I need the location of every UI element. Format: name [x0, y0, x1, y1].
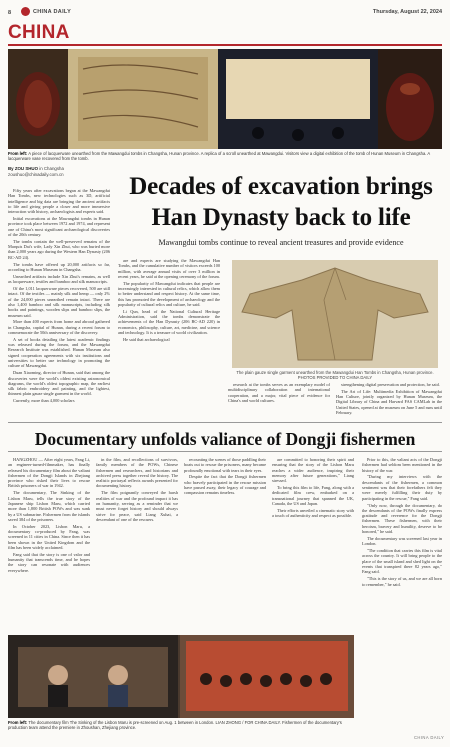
paragraph: HANGZHOU — After eight years, Fang Li, an engineer-turned-filmmaker, has finally released his documentary film about the valiant fishermen of the Dongji Islands in Zhejiang province who risked their lives to rescue British prisoners of war in 1942. — [8, 457, 90, 489]
article-divider-bottom — [8, 451, 442, 452]
byline-email: zoushuo@chinadaily.com.cn — [8, 171, 64, 177]
inner-caption-credit: PHOTOS PROVIDED TO CHINA DAILY — [297, 375, 373, 381]
paragraph: in the film, and recollections of survivors, family members of the POWs, Chinese fishermen and researchers, and historians and archived press together reveal the history. The realistic portrayal reflects awards presented for documenting history. — [96, 457, 178, 489]
documentary-photo-caption — [8, 720, 354, 730]
paragraph: Currently, more than 4,000 scholars — [13, 398, 75, 404]
article2-column-3 — [184, 457, 266, 633]
paragraph: Despite the fact that the Dongji fishermen who bravely participated in the rescue mission have passed away, their legacy of courage and compassion remains timeless. — [184, 474, 266, 496]
paper-name: CHINA DAILY — [33, 9, 72, 15]
page-number: 8 — [8, 10, 12, 16]
paragraph: The tombs have offered up 20,000 artifacts so far, according to Hunan Museum in Changsha. — [8, 261, 110, 272]
article-headline: Decades of excavation brings Han Dynasty back to life — [129, 173, 433, 231]
byline-place: in Changsha — [39, 166, 64, 171]
article2-headline: Documentary unfolds valiance of Dongji fishermen — [34, 429, 416, 449]
paragraph: "Only now, through the documentary, do the descendants of the POWs finally express gratitude and reverence for the Dongji fishermen. These fishermen, with their heroism, bravery and humility, deserve to be honored," he said. — [362, 502, 442, 535]
paragraph: Fang said that the story is one of valor and humanity that transcends time, and he hopes the story can resonate with audiences everywhere. — [8, 551, 90, 573]
documentary-photo-strip — [8, 635, 354, 718]
paragraph: Their efforts unveiled a cinematic story with a touch of authenticity and respect as possible. — [272, 507, 354, 519]
paragraph: research at the tombs serves as an exemplary model of multidisciplinary collaboration and international cooperation, and a major, vital piece of evidence for China's and world cultures. — [228, 382, 330, 403]
paragraph: recounting the scenes of those paddling their boats out to rescue the prisoners, many became profoundly emotional with tears in their eyes. — [184, 457, 266, 473]
paragraph: The documentary was screened last year in London. — [362, 535, 442, 547]
paragraph: Fifty years after excavations began at the Mawangdui Han Tombs, new technologies such as 3D, artificial intelligence and big data are bringing the ancient artifacts to life and giving people a closer and more immersive interaction with history, archaeologists and experts said. — [8, 188, 110, 215]
section-rule — [8, 44, 442, 46]
paragraph: A set of books detailing the latest academic findings was released during the forum, and the Mawangdui Research Institute was established. Hunan Museum also signed cooperation agreements with six institutions and universities to better use technology in promoting the culture of Mawangdui. — [8, 336, 110, 369]
byline-name: By ZOU SHUO — [8, 166, 39, 171]
paragraph: Li Qun, head of the National Cultural Heritage Administration, said the tombs demonstrate the achievements of the Han Dynasty (206 BC-AD 220) in economics, philosophy, culture, art, medicine, and science and technology. It is a treasure of world civilization. — [118, 308, 220, 336]
caption-label: From left: — [8, 720, 28, 725]
inner-caption-text: The plain gauze single garment unearthed from the Mawangdui Han Tombs in Changsha, Hunan province. — [236, 370, 434, 375]
byline — [8, 166, 118, 177]
article-divider-top — [8, 422, 442, 423]
article2-column-4 — [272, 457, 354, 633]
paragraph: Unearthed artifacts include Xin Zhui's remains, as well as lacquerware, textiles and bamboo and silk manuscripts. — [8, 273, 110, 285]
section-title: CHINA — [8, 22, 70, 43]
issue-date: Thursday, August 22, 2024 — [372, 9, 442, 15]
paragraph: The popularity of Mawangdui indicates that people are increasingly interested in cultural relics, which allow them to better understand and respect history. At the same time, this has promoted the development of archaeology and the popularity of cultural relics and culture, he said. — [118, 280, 220, 307]
top-photo-caption — [8, 151, 442, 161]
paragraph — [336, 417, 442, 418]
paragraph: are and experts are studying the Mawangdui Han Tombs, and the cumulative number of visitors exceeds 100 million, with average annual visits of over 3 million in recent years, he said at the opening ceremony of the forum. — [118, 258, 220, 279]
article2-column-2 — [96, 457, 178, 633]
paragraph: Prior to this, the valiant acts of the Dongji fishermen had seldom been mentioned in the history of the war. — [362, 457, 442, 473]
article1-column-4 — [336, 382, 442, 418]
paragraph: To bring this film to life, Fang, along with a dedicated film crew, embarked on a transnational journey that spanned the UK, Canada, the US and Japan. — [272, 485, 354, 506]
garment-image — [232, 260, 438, 368]
paragraph: "During my interviews with the descendants of the fishermen, a common sentiment was that their forefathers felt they were merely fulfilling their duty by participating in the rescue," Fang said. — [362, 474, 442, 501]
inner-photo-caption — [232, 370, 438, 380]
paragraph: Initial excavations at the Mawangdui tombs in Hunan province took place between 1972 and 1974, and represent one of China's most significant archaeological discoveries of the 20th century. — [8, 216, 110, 237]
article-deck: Mawangdui tombs continue to reveal ancient treasures and provide evidence — [158, 238, 404, 247]
paragraph: Of the 1,011 lacquerware pieces recovered, 500 are still intact. Of the textiles — mainly silk and hemp — only 2% of the 24,000 pieces unearthed remain intact. There are also 1,400 bamboo and silk manuscripts, including silk books and paintings, wooden slips and bamboo slips, the museum said. — [8, 286, 110, 318]
article1-column-3 — [228, 382, 330, 418]
paragraph: "This is the story of us, and we are all born to remember," he said. — [362, 576, 442, 587]
paragraph: "The condition that carries this film is vital across the country. It will bring people to the place of the small island and shed light on the events that transpired there 82 years ago," Fang said. — [362, 548, 442, 575]
paragraph: The tombs contain the well-preserved remains of the Marquis Dai's wife, Lady Xin Zhui, who was buried more than 2,000 years ago during the Western Han Dynasty (206 BC-AD 24). — [8, 238, 110, 260]
article1-column-2 — [118, 258, 220, 418]
paragraph: The film poignantly conveyed the harsh realities of war and the profound impact it has on humanity, serving as a reminder that we must never forget history and should always strive for peace, said Liang Xuhai, a descendant of one of the rescuers. — [96, 490, 178, 522]
paragraph: He said that archaeological — [123, 336, 170, 342]
caption-text: The documentary film The Sinking of the Lisbon Maru is pre-screened on Aug. 1 between in London. LIAN ZHONG / FOR CHINA DAILY. Fishermen of the documentary's production team attend the premiere in Zhoushan, Zhejiang province. — [8, 720, 342, 730]
masthead-bar — [8, 6, 442, 20]
paragraph: In October 2023, Lisbon Maru, a documentary co-produced by Fang, was screened in 11 cities in China. Since then it has been shown in the United Kingdom and the film has been widely acclaimed. — [8, 523, 90, 550]
paragraph: The documentary, The Sinking of the Lisbon Maru, tells the true story of the Japanese ship Lisbon Maru, which carried more than 1,800 British POWs and was sunk by a US submarine. Fishermen from the islands saved 384 of the prisoners. — [8, 490, 90, 522]
documentary-images — [8, 635, 354, 718]
gauze-garment-photo — [232, 260, 438, 368]
paragraph: Duan Xiaoming, director of Hunan, said that among the discoveries were the world's oldest existing astronomical diagrams, the world's oldest topographic map, the earliest silk fabric embroidery and painting, and the lightest, thinnest plain gauze single garment in the world. — [8, 370, 110, 397]
paragraph: strengthening digital preservation and protection, he said. — [341, 382, 440, 387]
article1-column-1 — [8, 188, 110, 414]
caption-label: From left: — [8, 151, 28, 156]
paragraph: are committed to honoring their spirit and ensuring that the story of the Lisbon Maru reaches a wider audience, inspiring their memory after future generations," Liang stressed. — [272, 457, 354, 484]
artifact-photos — [8, 49, 442, 149]
top-photo-strip — [8, 49, 442, 149]
article2-column-5 — [362, 457, 442, 717]
footer-paper-name: CHINA DAILY — [414, 735, 445, 740]
caption-text: A piece of lacquerware unearthed from the Mawangdui tombs in Changsha, Hunan province. A replica of a scroll unearthed at Mawangdui. Visitors view a digital exhibition of the tomb of Hunan Museum in Changsha. A lacquerware vase recovered from the tomb. — [8, 151, 430, 161]
paragraph: More than 400 experts from home and abroad gathered in Changsha, capital of Hunan, during a recent forum to commemorate the 50th anniversary of the discovery. — [8, 319, 110, 335]
paragraph: The Art of Life: Multimedia Exhibition of Mawangdui Han Culture, jointly organized by Hunan Museum, the Digital Library of China and Harvard FAS CAMLab in the United States, opened at the museum on June 5 and runs until February. — [336, 388, 442, 416]
china-daily-logo-icon — [21, 7, 30, 16]
